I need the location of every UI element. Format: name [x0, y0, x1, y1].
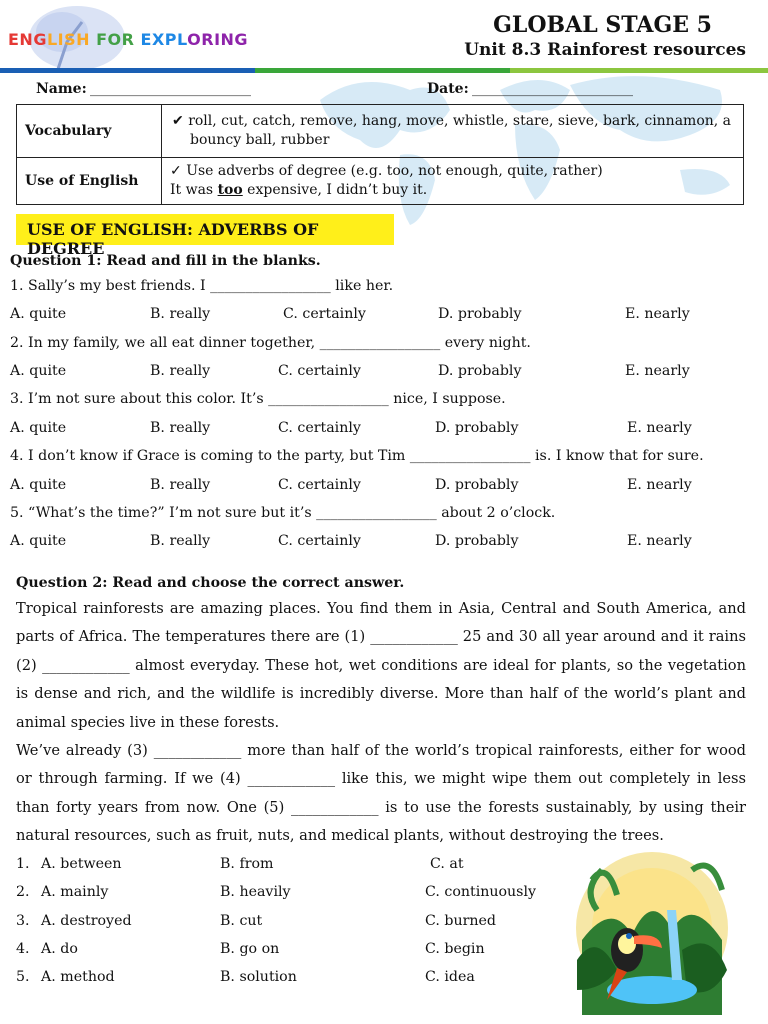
question-1-item-1-option-a[interactable]: A. quite [10, 306, 67, 322]
vocabulary-cell [162, 105, 744, 158]
question-2-answer-3-option-a[interactable]: A. destroyed [41, 913, 132, 929]
page-title: GLOBAL STAGE 5 [493, 12, 712, 38]
question-2-answer-1-option-a[interactable]: A. between [41, 856, 122, 872]
question-1-item-3-option-e[interactable]: E. nearly [627, 420, 692, 436]
question-2-answer-3-number: 3. [16, 913, 30, 929]
question-1-item-2-option-a[interactable]: A. quite [10, 363, 67, 379]
question-1-item-4-option-d[interactable]: D. probably [435, 477, 519, 493]
rainforest-toucan-illustration [572, 840, 730, 1015]
question-2-answer-5-option-c[interactable]: C. idea [425, 969, 475, 985]
question-2-answer-1-option-b[interactable]: B. from [220, 856, 274, 872]
question-2-answer-4-option-c[interactable]: C. begin [425, 941, 485, 957]
passage-paragraph-1: Tropical rainforests are amazing places. You find them in Asia, Central and South America, and parts of Africa. The temperatures there are (1) ____________ 25 and 30 all year around and it rains (2) ____________ almost everyday. These hot, wet conditions are ideal for plants, so the vegetation is dense and rich, and the wildlife is incredibly diverse. More than half of the world’s plant and animal species live in these forests. [16, 600, 746, 731]
use-of-english-label: Use of English [17, 158, 162, 205]
vocabulary-table [16, 104, 744, 205]
header-bar-blue [0, 68, 255, 73]
name-label: Name: [36, 81, 87, 97]
question-1-item-4-option-c[interactable]: C. certainly [278, 477, 361, 493]
question-1-item-5-option-c[interactable]: C. certainly [278, 533, 361, 549]
vocabulary-words-cont: bouncy ball, rubber [190, 132, 330, 148]
question-2-answer-2-option-c[interactable]: C. continuously [425, 884, 537, 900]
question-1-item-3-option-c[interactable]: C. certainly [278, 420, 361, 436]
question-2-answer-3-option-c[interactable]: C. burned [425, 913, 496, 929]
unit-title: Unit 8.3 Rainforest resources [464, 40, 746, 60]
question-1-item-5-option-b[interactable]: B. really [150, 533, 211, 549]
question-1-item-5-option-e[interactable]: E. nearly [627, 533, 692, 549]
question-2-answer-2-option-a[interactable]: A. mainly [41, 884, 109, 900]
question-1-item-5: 5. “What’s the time?” I’m not sure but it’s _________________ about 2 o’clock. [10, 505, 556, 521]
question-2-answer-1-number: 1. [16, 856, 30, 872]
question-1-item-5-option-a[interactable]: A. quite [10, 533, 67, 549]
check-icon: ✔ [172, 113, 184, 129]
question-1-item-1: 1. Sally’s my best friends. I _________________ like her. [10, 278, 394, 294]
question-2-answer-5-number: 5. [16, 969, 30, 985]
question-1-item-4-option-b[interactable]: B. really [150, 477, 211, 493]
question-1-item-3-option-b[interactable]: B. really [150, 420, 211, 436]
header-bar-light-green [510, 68, 768, 73]
question-1-item-2-option-b[interactable]: B. really [150, 363, 211, 379]
question-2-answer-4-option-a[interactable]: A. do [41, 941, 78, 957]
question-1-item-1-option-d[interactable]: D. probably [438, 306, 522, 322]
question-2-answer-4-number: 4. [16, 941, 30, 957]
date-field[interactable]: _______________________ [472, 81, 633, 97]
question-2-answer-2-number: 2. [16, 884, 30, 900]
question-1-item-2-option-e[interactable]: E. nearly [625, 363, 690, 379]
question-2-title: Question 2: Read and choose the correct answer. [16, 575, 405, 591]
question-2-answer-4-option-b[interactable]: B. go on [220, 941, 280, 957]
vocabulary-label: Vocabulary [17, 105, 162, 158]
question-1-item-2: 2. In my family, we all eat dinner together, _________________ every night. [10, 335, 531, 351]
use-of-english-example: It was too expensive, I didn’t buy it. [170, 182, 428, 198]
question-1-item-3: 3. I’m not sure about this color. It’s _________________ nice, I suppose. [10, 391, 506, 407]
date-label: Date: [427, 81, 469, 97]
name-field[interactable]: _______________________ [90, 81, 251, 97]
question-2-answer-3-option-b[interactable]: B. cut [220, 913, 263, 929]
question-1-item-4-option-e[interactable]: E. nearly [627, 477, 692, 493]
check-icon: ✓ [170, 163, 182, 179]
logo-text: ENGLISH FOR EXPLORING [8, 30, 249, 49]
passage-paragraph-2: We’ve already (3) ____________ more than half of the world’s tropical rainforests, either for wood or through farming. If we (4) ____________ like this, we might wipe them out completely in less than forty years from now. One (5) ____________ is to use the forests sustainably, by using their natural resources, such as fruit, nuts, and medical plants, without destroying the trees. [16, 742, 746, 845]
header-bar-green [255, 68, 510, 73]
question-1-item-4-option-a[interactable]: A. quite [10, 477, 67, 493]
question-2-answer-5-option-b[interactable]: B. solution [220, 969, 297, 985]
question-2-answer-5-option-a[interactable]: A. method [41, 969, 115, 985]
question-1-item-1-option-b[interactable]: B. really [150, 306, 211, 322]
question-1-title: Question 1: Read and fill in the blanks. [10, 253, 321, 269]
question-1-item-5-option-d[interactable]: D. probably [435, 533, 519, 549]
question-1-item-2-option-d[interactable]: D. probably [438, 363, 522, 379]
question-1-item-3-option-a[interactable]: A. quite [10, 420, 67, 436]
question-2-answer-1-option-c[interactable]: C. at [430, 856, 464, 872]
question-1-item-4: 4. I don’t know if Grace is coming to the party, but Tim _________________ is. I know that for sure. [10, 448, 704, 464]
question-1-item-3-option-d[interactable]: D. probably [435, 420, 519, 436]
question-1-item-1-option-e[interactable]: E. nearly [625, 306, 690, 322]
use-of-english-rule: Use adverbs of degree (e.g. too, not enough, quite, rather) [186, 163, 603, 179]
question-2-answer-2-option-b[interactable]: B. heavily [220, 884, 291, 900]
question-1-item-1-option-c[interactable]: C. certainly [283, 306, 366, 322]
vocabulary-words: roll, cut, catch, remove, hang, move, whistle, stare, sieve, bark, cinnamon, a [188, 113, 732, 129]
use-of-english-cell [162, 158, 744, 205]
section-banner: USE OF ENGLISH: ADVERBS OF DEGREE [16, 214, 394, 245]
question-1-item-2-option-c[interactable]: C. certainly [278, 363, 361, 379]
reading-passage [16, 595, 746, 851]
